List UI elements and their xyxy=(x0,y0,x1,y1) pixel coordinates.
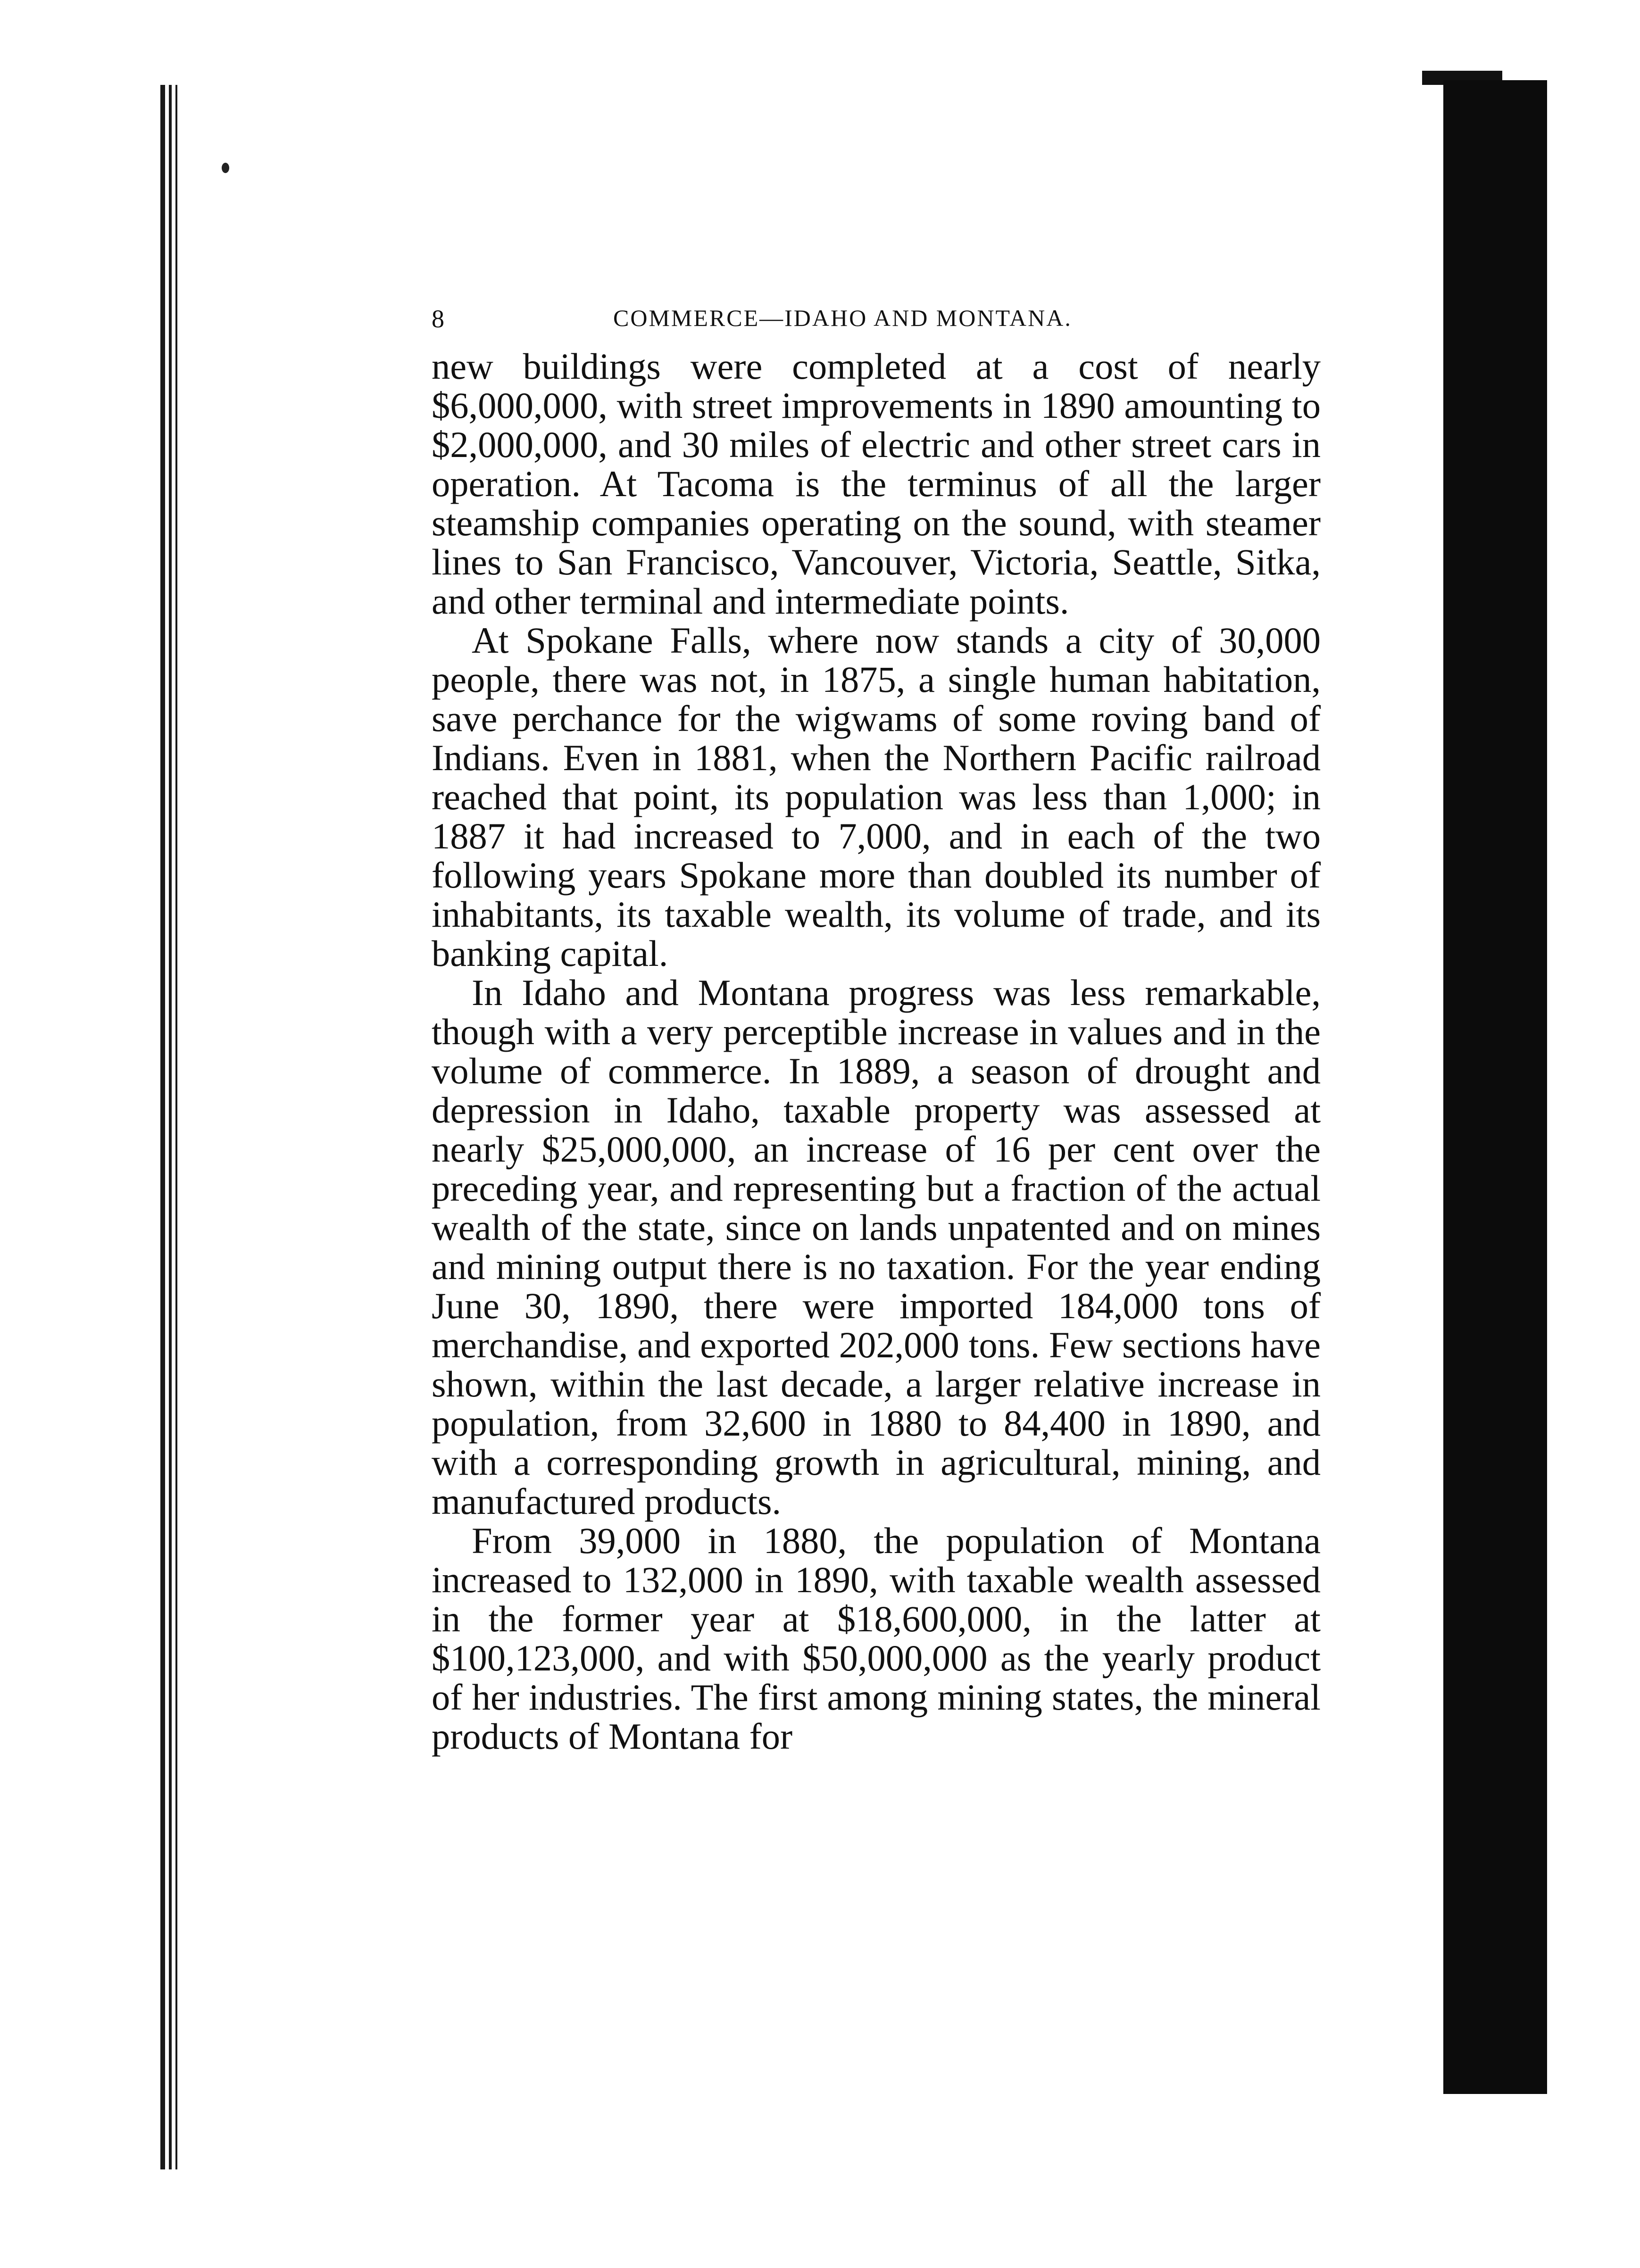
paragraph: From 39,000 in 1880, the population of Montana increased to 132,000 in 1890, with taxable wealth assessed in the former year at $18,600,000, in the latter at $100,123,000, and with $50,000,000 as the yearly product of her industries. The first among mining states, the mineral products of Montana for xyxy=(432,1520,1321,1757)
scan-speck xyxy=(222,163,229,173)
paragraph: new buildings were completed at a cost of nearly $6,000,000, with street improvements in 1890 amounting to $2,000,000, and 30 miles of electric and other street cars in operation. At Tacoma is the terminus of all the larger steamship companies operating on the sound, with steamer lines to San Francisco, Vancouver, Victoria, Seattle, Sitka, and other terminal and intermediate points. xyxy=(432,346,1321,622)
binding-shadow xyxy=(132,85,203,2169)
paragraph: In Idaho and Montana progress was less remarkable, though with a very perceptible increase in values and in the volume of commerce. In 1889, a season of drought and depression in Idaho, taxable property was assessed at nearly $25,000,000, an increase of 16 per cent over the preceding year, and representing but a fraction of the actual wealth of the state, since on lands unpatented and on mines and mining output there is no taxation. For the year ending June 30, 1890, there were imported 184,000 tons of merchandise, and exported 202,000 tons. Few sections have shown, within the last decade, a larger relative increase in population, from 32,600 in 1880 to 84,400 in 1890, and with a corresponding growth in agricultural, mining, and manufactured products. xyxy=(432,972,1321,1522)
paragraph: At Spokane Falls, where now stands a city of 30,000 people, there was not, in 1875, a single human habitation, save perchance for the wigwams of some roving band of Indians. Even in 1881, when the Northern Pacific railroad reached that point, its population was less than 1,000; in 1887 it had increased to 7,000, and in each of the two following years Spokane more than doubled its number of inhabitants, its taxable wealth, its volume of trade, and its banking capital. xyxy=(432,620,1321,974)
body-text xyxy=(432,347,1321,1756)
header-title: COMMERCE—IDAHO AND MONTANA. xyxy=(613,305,1072,331)
scan-edge-right xyxy=(1443,80,1547,2094)
running-head xyxy=(432,304,1321,347)
page-number: 8 xyxy=(432,305,445,333)
page-content xyxy=(432,304,1321,1756)
